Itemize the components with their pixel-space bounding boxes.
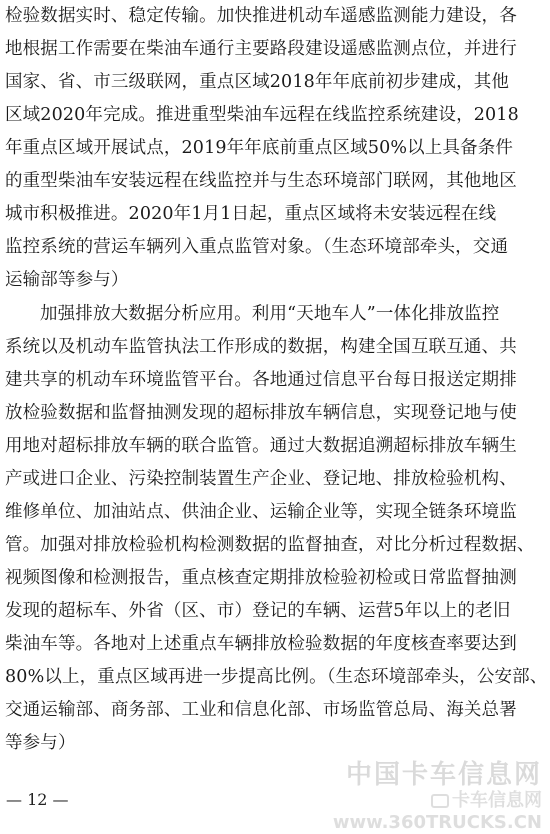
text-line: 80%以上，重点区域再进一步提高比例。（生态环境部牵头，公安部、 xyxy=(5,667,548,687)
text-line: 交通运输部、商务部、工业和信息化部、市场监管总局、海关总署 xyxy=(5,700,517,720)
text-line: 柴油车等。各地对上述重点车辆排放检验数据的年度核查率要达到 xyxy=(5,634,517,654)
text-line: 区域2020年完成。推进重型柴油车远程在线监控系统建设，2018 xyxy=(5,105,519,125)
truck-icon xyxy=(431,794,449,808)
text-line: 用地对超标排放车辆的联合监管。通过大数据追溯超标排放车辆生 xyxy=(5,436,517,456)
text-line: 维修单位、加油站点、供油企业、运输企业等，实现全链条环境监 xyxy=(5,502,517,522)
text-line: 管。加强对排放检验机构检测数据的监督抽查，对比分析过程数据、 xyxy=(5,535,535,555)
text-line: 运输部等参与） xyxy=(5,270,129,290)
text-line: 放检验数据和监督抽测发现的超标排放车辆信息，实现登记地与使 xyxy=(5,403,517,423)
text-line: 年重点区域开展试点，2019年年底前重点区域50%以上具备条件 xyxy=(5,138,514,158)
text-line: 地根据工作需要在柴油车通行主要路段建设遥感监测点位，并进行 xyxy=(5,39,517,59)
text-line: 的重型柴油车安装远程在线监控并与生态环境部门联网，其他地区 xyxy=(5,171,517,191)
text-line: 监控系统的营运车辆列入重点监管对象。（生态环境部牵头，交通 xyxy=(5,237,509,257)
text-line: 系统以及机动车监管执法工作形成的数据，构建全国互联互通、共 xyxy=(5,337,517,357)
text-line: 等参与） xyxy=(5,733,76,753)
text-line: 检验数据实时、稳定传输。加快推进机动车遥感监测能力建设，各 xyxy=(5,6,517,26)
text-line: 产或进口企业、污染控制装置生产企业、登记地、排放检验机构、 xyxy=(5,469,517,489)
paragraph-first-line: 加强排放大数据分析应用。利用“天地车人”一体化排放监控 xyxy=(40,304,500,324)
text-line: 建共享的机动车环境监管平台。各地通过信息平台每日报送定期排 xyxy=(5,370,517,390)
watermark-subtitle: 卡车信息网 xyxy=(452,790,542,811)
watermark-url: www.360TRUCKS.CN xyxy=(332,812,542,833)
watermark xyxy=(333,760,542,834)
text-line: 国家、省、市三级联网，重点区域2018年年底前初步建成，其他 xyxy=(5,72,510,92)
text-line: 视频图像和检测报告，重点核查定期排放检验初检或日常监督抽测 xyxy=(5,568,517,588)
page-number: — 12 — xyxy=(6,790,69,809)
watermark-subtitle-row xyxy=(333,790,542,812)
watermark-title: 中国卡车信息网 xyxy=(345,760,542,790)
text-line: 发现的超标车、外省（区、市）登记的车辆、运营5年以上的老旧 xyxy=(5,601,511,621)
text-line: 城市积极推进。2020年1月1日起，重点区域将未安装远程在线 xyxy=(5,204,497,224)
